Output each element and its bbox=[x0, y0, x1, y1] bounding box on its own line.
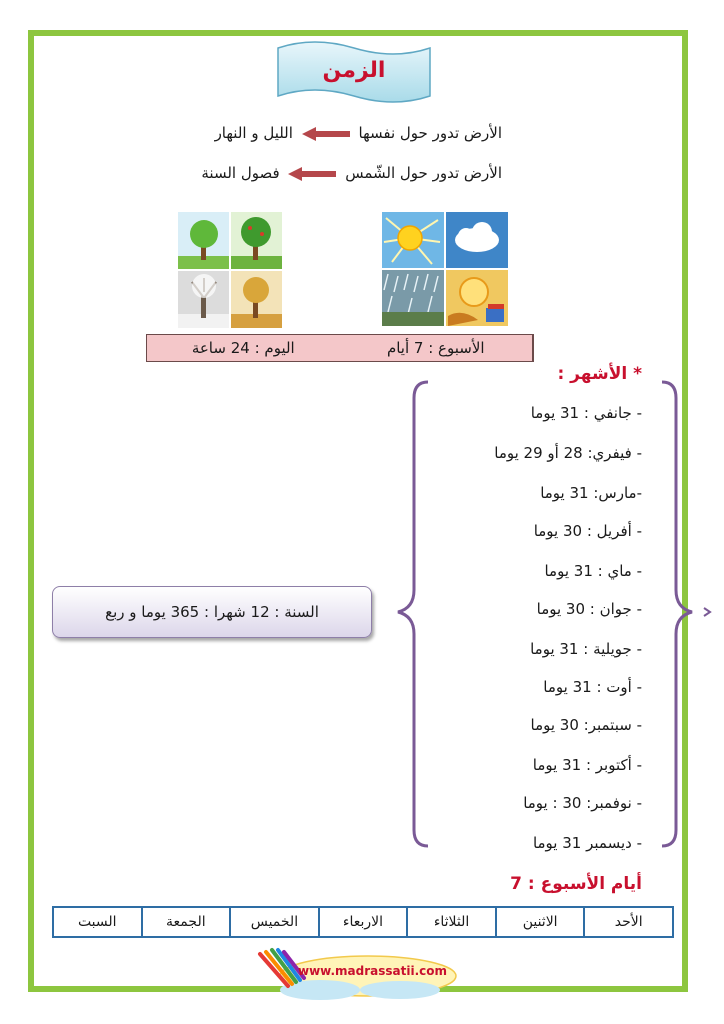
month-item: - ماي : 31 يوما bbox=[544, 562, 642, 580]
website-url: www.madrassatii.com bbox=[298, 964, 448, 978]
week-day-cell: الاربعاء bbox=[320, 908, 409, 936]
months-heading: * الأشهر : bbox=[557, 364, 642, 384]
title-banner bbox=[274, 38, 434, 110]
website-logo bbox=[250, 946, 460, 1002]
week-day-cell: الثلاثاء bbox=[408, 908, 497, 936]
week-days-heading: أيام الأسبوع : 7 bbox=[510, 874, 642, 894]
fact-cause-2: الأرض تدور حول الشّمس bbox=[345, 164, 502, 182]
month-item: - أفريل : 30 يوما bbox=[533, 522, 642, 540]
month-item: - أوت : 31 يوما bbox=[543, 678, 642, 696]
fact-cause-1: الأرض تدور حول نفسها bbox=[358, 124, 502, 142]
arrow-left-icon bbox=[288, 167, 336, 181]
week-day-cell: السبت bbox=[54, 908, 143, 936]
week-day-cell: الجمعة bbox=[143, 908, 232, 936]
year-summary-box: السنة : 12 شهرا : 365 يوما و ربع bbox=[52, 586, 372, 638]
month-item: - جوان : 30 يوما bbox=[536, 600, 642, 618]
fact-effect-2: فصول السنة bbox=[201, 164, 280, 182]
month-item: - فيفري: 28 أو 29 يوما bbox=[494, 444, 642, 462]
month-item: - أكتوبر : 31 يوما bbox=[532, 756, 642, 774]
month-item: -مارس: 31 يوما bbox=[540, 484, 642, 502]
week-day-cell: الأحد bbox=[614, 914, 643, 930]
month-item: - ديسمبر 31 يوما bbox=[532, 834, 642, 852]
week-day-cell: الخميس bbox=[231, 908, 320, 936]
time-units-row bbox=[146, 334, 534, 362]
curly-brace-icon bbox=[392, 380, 712, 854]
month-item: - سبتمبر: 30 يوما bbox=[530, 716, 642, 734]
arrow-left-icon bbox=[302, 127, 350, 141]
month-item: - نوفمبر: 30 : يوما bbox=[523, 794, 642, 812]
week-days-cell: الأسبوع : 7 أيام bbox=[340, 335, 534, 361]
week-day-cell: الاثنين bbox=[497, 908, 586, 936]
month-item: - جانفي : 31 يوما bbox=[530, 404, 642, 422]
fact-effect-1: الليل و النهار bbox=[214, 124, 293, 142]
day-hours-cell: اليوم : 24 ساعة bbox=[191, 339, 295, 357]
seasons-trees-image bbox=[178, 212, 282, 328]
fact-line-1 bbox=[215, 124, 502, 142]
fact-line-2 bbox=[201, 164, 502, 182]
weather-seasons-image bbox=[382, 212, 508, 326]
month-item: - جويلية : 31 يوما bbox=[530, 640, 642, 658]
week-days-table bbox=[52, 906, 674, 938]
page-title: الزمن bbox=[322, 58, 386, 83]
